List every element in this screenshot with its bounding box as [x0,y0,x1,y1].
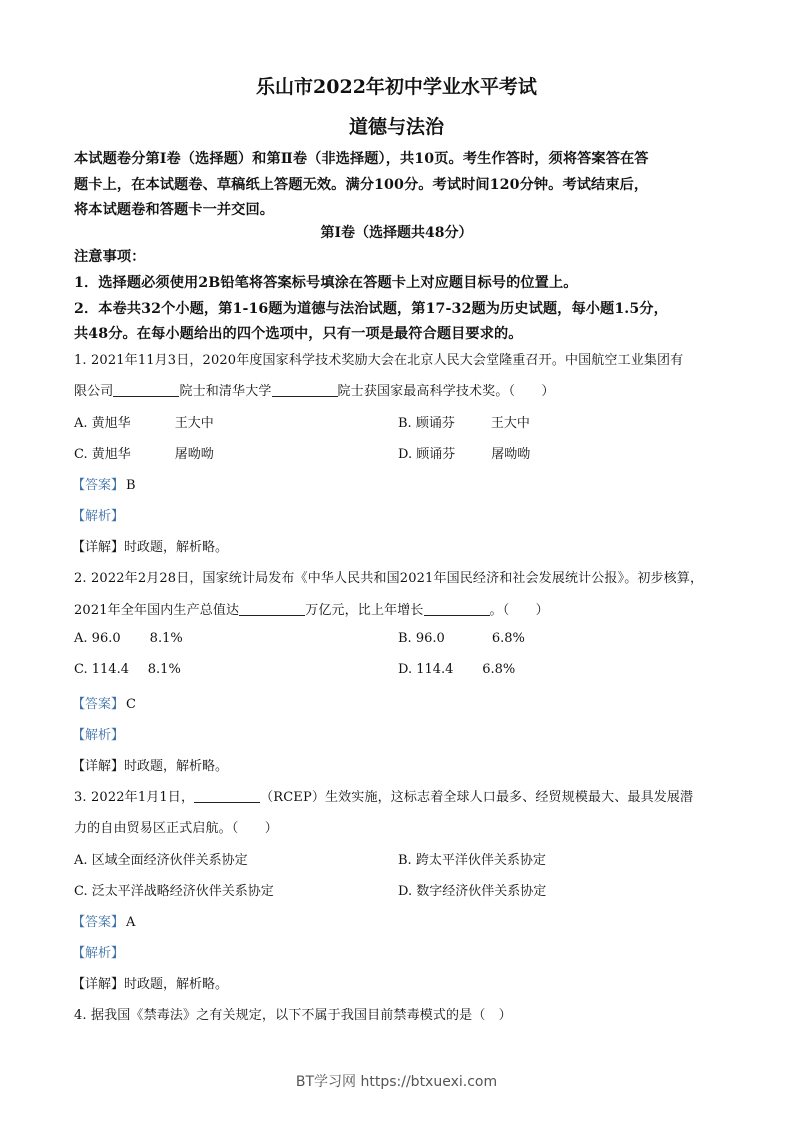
question-1-option-c: C. 黄旭华 屠呦呦 [74,447,214,462]
fill-blank [113,384,179,397]
question-2-option-b: B. 96.0 6.8% [398,631,525,646]
question-3-line-1: 3. 2022年1月1日， （RCEP）生效实施，这标志着全球人口最多、经贸规模最大、最具发展潜 [74,790,694,805]
notes-title: 注意事项： [74,249,146,265]
note-2: 2．本卷共32个小题，第1-16题为道德与法治试题，第17-32题为历史试题，每小题1.5分， [74,301,668,317]
question-3-line-2: 力的自由贸易区正式启航。（ ） [74,821,278,836]
question-2-detail: 【详解】时政题，解析略。 [72,759,229,774]
question-1-option-a: A. 黄旭华 王大中 [74,416,214,431]
question-2-answer: 【答案】 C [72,697,136,712]
question-2-option-c: C. 114.4 8.1% [74,662,181,677]
note-1: 1．选择题必须使用2B铅笔将答案标号填涂在答题卡上对应题目标号的位置上。 [74,275,578,291]
question-1-line-1: 1. 2021年11月3日，2020年度国家科学技术奖励大会在北京人民大会堂隆重召开。中国航空工业集团有 [74,353,684,368]
question-1-line-2 [74,380,555,399]
fill-blank [424,603,490,616]
question-1-text-a: 限公司 [74,384,114,399]
intro-line-1: 本试题卷分第Ⅰ卷（选择题）和第Ⅱ卷（非选择题），共10页。考生作答时，须将答案答在答 [74,151,649,167]
question-2-line-1: 2. 2022年2月28日，国家统计局发布《中华人民共和国2021年国民经济和社会发展统计公报》。初步核算， [74,571,704,586]
question-3-answer: 【答案】 A [72,915,136,930]
question-1-text-c: 院士获国家最高科学技术奖。（ ） [337,384,555,399]
question-1-detail: 【详解】时政题，解析略。 [72,540,229,555]
footer-watermark: BT学习网 https://btxuexi.com [295,1074,498,1090]
intro-line-2: 题卡上，在本试题卷、草稿纸上答题无效。满分100分。考试时间120分钟。考试结束后， [74,177,649,193]
question-2-option-a: A. 96.0 8.1% [74,631,183,646]
question-1-analysis-label: 【解析】 [72,509,125,524]
question-1-option-d: D. 顾诵芬 屠呦呦 [398,447,531,462]
subject-title: 道德与法治 [348,116,444,138]
note-3: 共48分。在每小题给出的四个选项中，只有一项是最符合题目要求的。 [74,326,523,342]
question-4-line-1: 4. 据我国《禁毒法》之有关规定，以下不属于我国目前禁毒模式的是（ ） [74,1008,512,1023]
question-1-answer: 【答案】 B [72,478,136,493]
question-2-option-d: D. 114.4 6.8% [398,662,516,677]
question-3-option-c: C. 泛太平洋战略经济伙伴关系协定 [74,884,274,899]
question-3-option-d: D. 数字经济伙伴关系协定 [398,884,547,899]
fill-blank [239,603,305,616]
question-3-option-b: B. 跨太平洋伙伴关系协定 [398,853,546,868]
question-2-analysis-label: 【解析】 [72,728,125,743]
fill-blank [272,384,338,397]
question-1-option-b: B. 顾诵芬 王大中 [398,416,530,431]
fill-blank [194,790,260,803]
intro-line-3: 将本试题卷和答题卡一并交回。 [74,202,275,218]
question-2-line-2: 2021年全年国内生产总值达 万亿元，比上年增长 。（ ） [74,603,549,618]
section-title: 第Ⅰ卷（选择题共48分） [320,225,473,241]
question-3-option-a: A. 区域全面经济伙伴关系协定 [74,853,248,868]
exam-title: 乐山市2022年初中学业水平考试 [256,76,537,98]
question-3-analysis-label: 【解析】 [72,946,125,961]
question-1-text-b: 院士和清华大学 [179,384,272,399]
question-3-detail: 【详解】时政题，解析略。 [72,977,229,992]
answer-label: 【答案】 [72,478,125,493]
